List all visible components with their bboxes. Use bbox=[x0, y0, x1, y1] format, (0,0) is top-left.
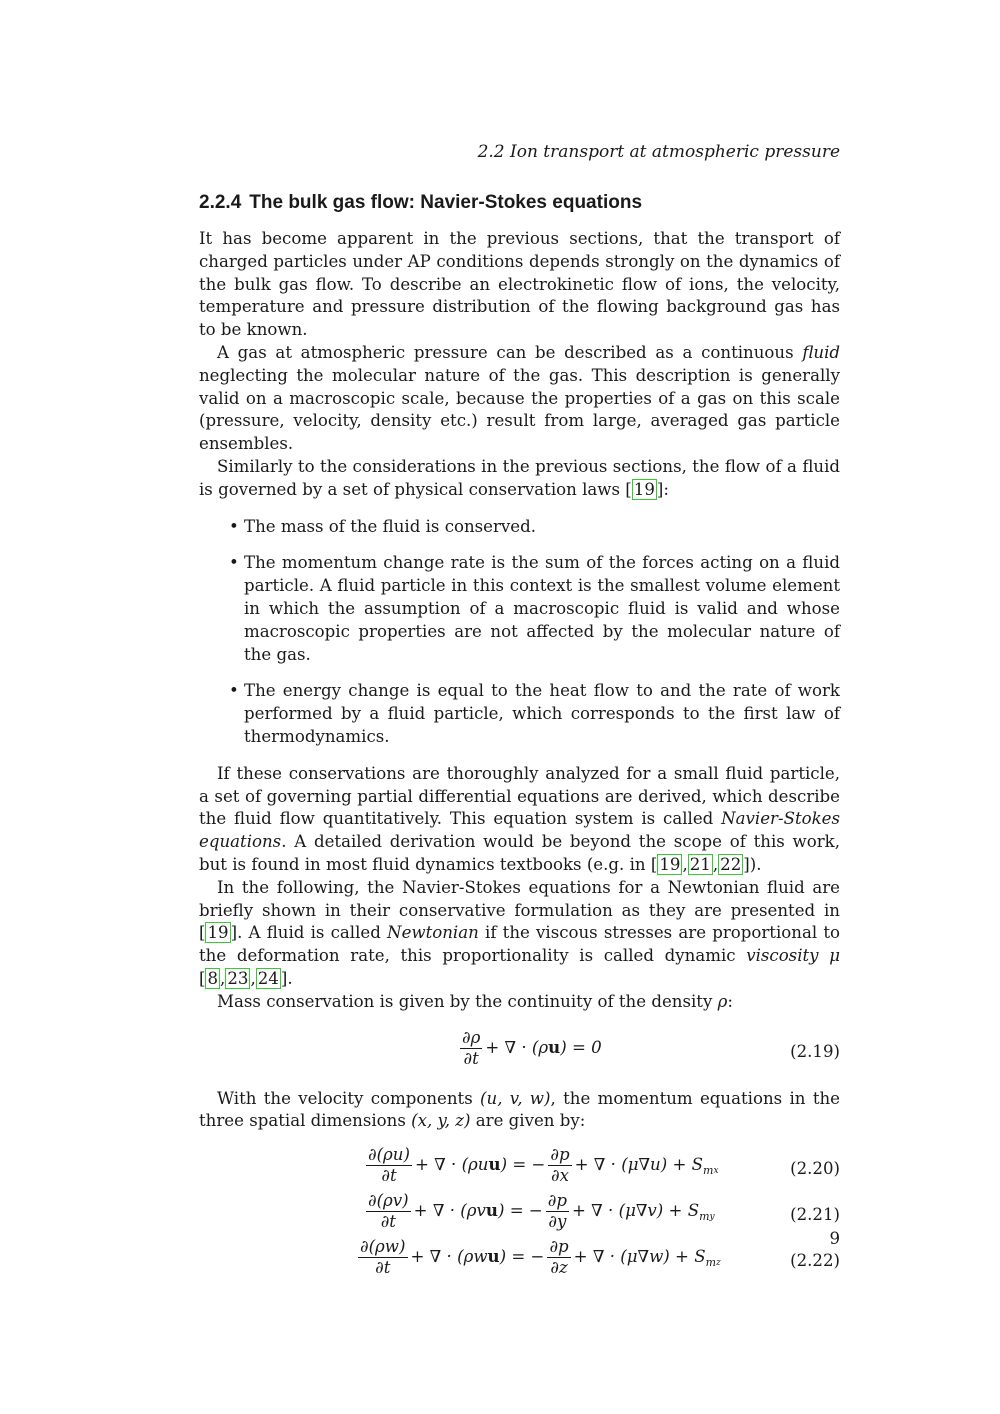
momentum-equations bbox=[199, 1145, 840, 1283]
eq-term: + ∇ · (ρu bbox=[414, 1155, 489, 1175]
citation-link[interactable]: 24 bbox=[257, 968, 279, 988]
p4-text-b: . A detailed derivation would be beyond the scope of this work, but is found in most fluid dynamics textbooks (e.g. in bbox=[199, 832, 840, 874]
equation-2-21 bbox=[199, 1191, 840, 1237]
section-title bbox=[199, 191, 642, 215]
numerator: ∂ρ bbox=[462, 1027, 481, 1047]
page-number: 9 bbox=[829, 1229, 840, 1248]
fraction bbox=[460, 1028, 482, 1069]
citation-link[interactable]: 19 bbox=[207, 923, 229, 943]
p5-emphasis-viscosity: viscosity bbox=[746, 946, 819, 966]
eq-term: + ∇ · (ρv bbox=[413, 1201, 486, 1221]
subscript: m bbox=[705, 1256, 717, 1270]
list-item: • The momentum change rate is the sum of the forces acting on a fluid particle. A fluid particle in this context is the smallest volume element in which the assumption of a macroscopic fluid is valid and whose macroscopic properties are not affected by the molecular nature of the gas. bbox=[199, 552, 840, 666]
eq-term: + ∇ · (μ∇w) + S bbox=[573, 1247, 706, 1267]
velocity-components: (u, v, w) bbox=[480, 1088, 551, 1108]
paragraph-3: Similarly to the considerations in the previous sections, the flow of a fluid is governed by a set of physical conservation laws [ 19 ]: bbox=[199, 456, 840, 499]
equation-body bbox=[363, 1191, 715, 1232]
numerator: ∂p bbox=[550, 1145, 570, 1165]
citation-link[interactable]: 8 bbox=[207, 968, 219, 988]
p5-text-a: In the following, the Navier-Stokes equations for a Newtonian fluid are briefly shown in their conservative formulation as they are presented in bbox=[199, 877, 840, 920]
denominator: ∂t bbox=[381, 1166, 397, 1186]
fraction bbox=[548, 1145, 571, 1186]
p6-text-a: Mass conservation is given by the continuity of the density bbox=[217, 991, 718, 1011]
velocity-vector: u bbox=[548, 1036, 561, 1057]
fraction bbox=[366, 1191, 411, 1232]
p3-text-b: : bbox=[663, 479, 669, 499]
fraction bbox=[366, 1145, 412, 1186]
paragraph-2 bbox=[199, 342, 840, 456]
numerator: ∂p bbox=[547, 1191, 567, 1211]
p4-text-c: ). bbox=[749, 854, 762, 874]
list-item: • The mass of the fluid is conserved. bbox=[199, 516, 840, 539]
paragraph-1: It has become apparent in the previous sections, that the transport of charged particles under AP conditions depends strongly on the dynamics of the bulk gas flow. To describe an electrokinetic flow of ions, the velocity, temperature and pressure distribution of the flowing background gas has to be known. bbox=[199, 229, 840, 340]
p7-text-b: , the momentum equations in the three spatial dimensions bbox=[199, 1088, 840, 1131]
subscript: m bbox=[699, 1210, 710, 1224]
citation-link[interactable]: 21 bbox=[689, 854, 711, 874]
denominator: ∂t bbox=[375, 1258, 391, 1278]
p4-text-a: If these conservations are thoroughly analyzed for a small fluid particle, a set of governing partial differential equations are derived, which describe the fluid flow quantitatively. This equation system is called bbox=[199, 763, 840, 829]
p5-emphasis-newtonian: Newtonian bbox=[387, 923, 479, 943]
p5-text-c: if the viscous stresses are proportional to the deformation rate, this proportionality is called dynamic bbox=[199, 923, 840, 966]
p3-text-a: Similarly to the considerations in the previous sections, the flow of a fluid is governed by a set of physical conservation laws bbox=[199, 456, 840, 499]
eq-term: ) = 0 bbox=[560, 1037, 602, 1057]
p5-text-d: . bbox=[287, 968, 293, 988]
numerator: ∂(ρv) bbox=[368, 1191, 409, 1211]
denominator: ∂z bbox=[550, 1258, 568, 1278]
eq-term: + ∇ · (ρw bbox=[410, 1247, 488, 1267]
running-head: 2.2 Ion transport at atmospheric pressure bbox=[477, 142, 840, 162]
mu-symbol: μ bbox=[818, 946, 840, 966]
velocity-vector: u bbox=[487, 1246, 500, 1267]
p6-text-b: : bbox=[727, 991, 733, 1011]
eq-term: + ∇ · (μ∇v) + S bbox=[572, 1201, 700, 1221]
p4-emphasis: Navier-Stokes equations bbox=[199, 809, 840, 852]
p7-text-a: With the velocity components bbox=[217, 1088, 481, 1108]
equation-body bbox=[363, 1145, 719, 1186]
denominator: ∂t bbox=[380, 1212, 396, 1232]
p7-text-c: are given by: bbox=[470, 1111, 586, 1131]
p2-text-b: neglecting the molecular nature of the gas. This description is generally valid on a macroscopic scale, because the properties of a gas on this scale (pressure, velocity, density etc.) result from large, averaged gas particle ensembles. bbox=[199, 365, 840, 454]
list-item: • The energy change is equal to the heat flow to and the rate of work performed by a fluid particle, which corresponds to the first law of thermodynamics. bbox=[199, 680, 840, 748]
subsubscript: z bbox=[716, 1258, 721, 1269]
denominator: ∂x bbox=[551, 1166, 569, 1186]
paragraph-5: In the following, the Navier-Stokes equations for a Newtonian fluid are briefly shown in their conservative formulation as they are presented in [ 19 ]. A fluid is called Newtonian if the viscous stresses are proportional to the deformation rate, this proportionality is called dynamic viscosity μ [ 8 , 23 , 24 ]. bbox=[199, 877, 840, 988]
citation-link[interactable]: 22 bbox=[720, 854, 742, 874]
velocity-vector: u bbox=[485, 1200, 498, 1221]
eq-term: + ∇ · (μ∇u) + S bbox=[574, 1155, 704, 1175]
denominator: ∂y bbox=[548, 1212, 567, 1232]
subsubscript: y bbox=[709, 1212, 715, 1223]
subscript: m bbox=[703, 1164, 714, 1178]
equation-2-20 bbox=[199, 1145, 840, 1191]
eq-term: ) = − bbox=[497, 1201, 543, 1221]
citation-link[interactable]: 23 bbox=[227, 968, 249, 988]
eq-term: ) = − bbox=[499, 1247, 545, 1267]
section-title-text: The bulk gas flow: Navier-Stokes equations bbox=[249, 192, 643, 213]
fraction bbox=[547, 1237, 570, 1278]
equation-number: (2.22) bbox=[790, 1251, 840, 1271]
rho-symbol: ρ bbox=[717, 991, 728, 1011]
paragraph-4: If these conservations are thoroughly analyzed for a small fluid particle, a set of governing partial differential equations are derived, which describe the fluid flow quantitatively. This equation system is called Navier-Stokes equations. A detailed derivation would be beyond the scope of this work, but is found in most fluid dynamics textbooks (e.g. in [ 19 , 21 , 22 ]). bbox=[199, 763, 840, 874]
denominator: ∂t bbox=[463, 1048, 479, 1068]
eq-term: + ∇ · (ρ bbox=[485, 1037, 549, 1057]
subsubscript: x bbox=[713, 1166, 719, 1177]
eq-term: ) = − bbox=[500, 1155, 546, 1175]
citation-link[interactable]: 19 bbox=[633, 479, 655, 499]
equation-body bbox=[457, 1028, 602, 1069]
p2-text-a: A gas at atmospheric pressure can be described as a continuous bbox=[217, 342, 803, 362]
section-number: 2.2.4 bbox=[199, 192, 242, 213]
velocity-vector: u bbox=[488, 1154, 501, 1175]
numerator: ∂(ρw) bbox=[360, 1237, 406, 1257]
fraction bbox=[546, 1191, 569, 1232]
body-text bbox=[199, 228, 840, 1283]
paragraph-6 bbox=[199, 991, 840, 1014]
p2-emphasis: fluid bbox=[802, 342, 840, 362]
fraction bbox=[358, 1237, 408, 1278]
conservation-laws-list bbox=[199, 516, 840, 749]
equation-number: (2.19) bbox=[790, 1041, 840, 1061]
equation-number: (2.20) bbox=[790, 1159, 840, 1179]
numerator: ∂(ρu) bbox=[368, 1145, 410, 1165]
numerator: ∂p bbox=[549, 1237, 569, 1257]
citation-link[interactable]: 19 bbox=[659, 854, 681, 874]
equation-number: (2.21) bbox=[790, 1205, 840, 1225]
equation-2-19 bbox=[199, 1028, 840, 1074]
paragraph-7 bbox=[199, 1088, 840, 1134]
p5-text-b: . A fluid is called bbox=[237, 923, 388, 943]
equation-body bbox=[355, 1237, 721, 1278]
spatial-dimensions: (x, y, z) bbox=[411, 1111, 471, 1131]
equation-2-22 bbox=[199, 1237, 840, 1283]
